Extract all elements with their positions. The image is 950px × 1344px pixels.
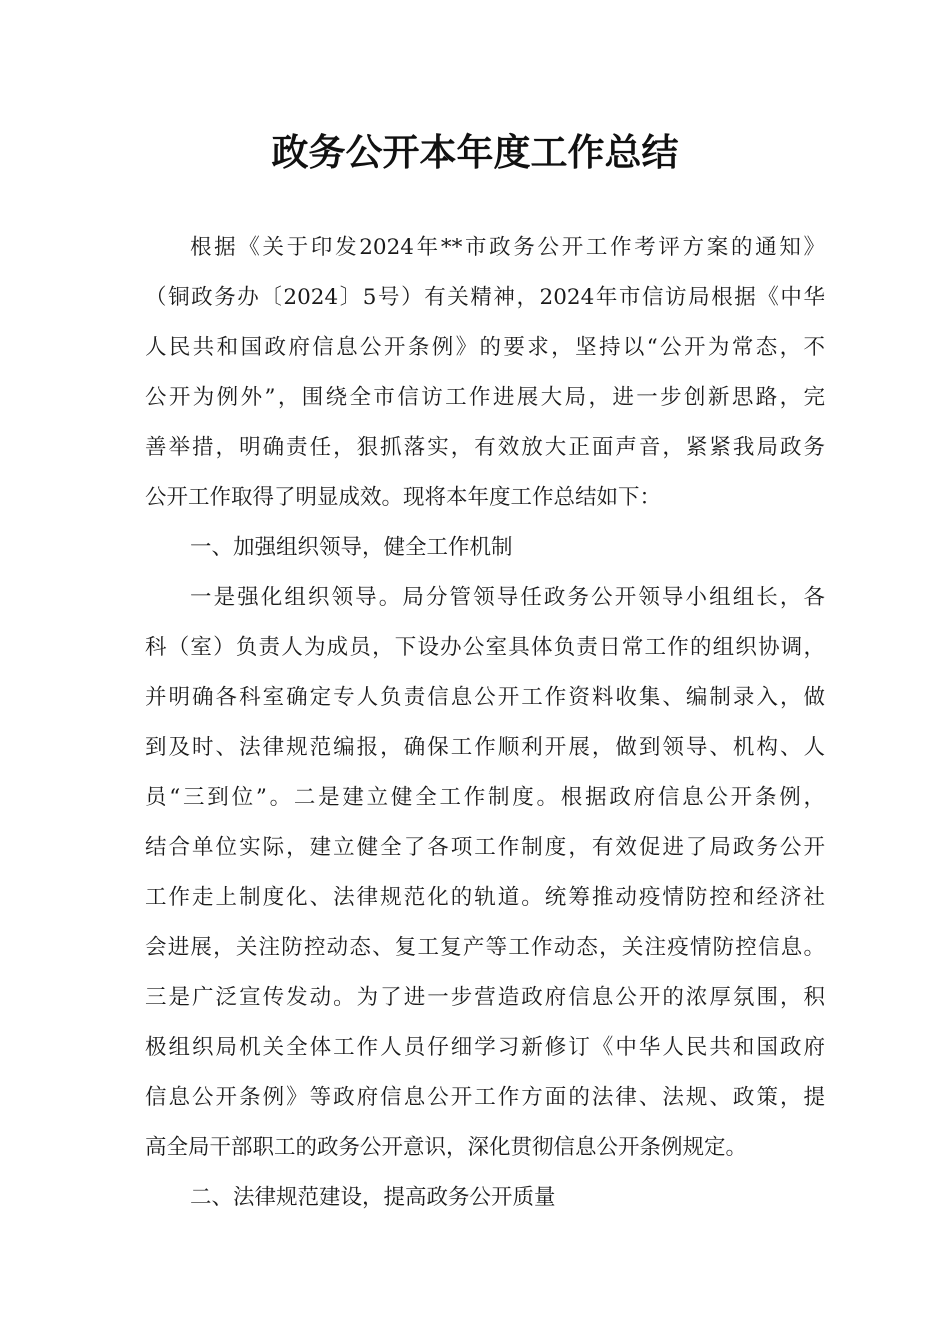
paragraph-line: 根据《关于印发2024年**市政务公开工作考评方案的通知》 — [190, 235, 825, 260]
paragraph-line: 员“三到位”。二是建立健全工作制度。根据政府信息公开条例， — [145, 785, 825, 810]
paragraph-line: 并明确各科室确定专人负责信息公开工作资料收集、编制录入，做 — [145, 685, 825, 710]
paragraph-line: （铜政务办〔2024〕5号）有关精神，2024年市信访局根据《中华 — [145, 285, 825, 310]
paragraph-line: 工作走上制度化、法律规范化的轨道。统筹推动疫情防控和经济社 — [145, 885, 825, 910]
paragraph-line: 善举措，明确责任，狠抓落实，有效放大正面声音，紧紧我局政务 — [145, 435, 825, 460]
paragraph-line: 高全局干部职工的政务公开意识，深化贯彻信息公开条例规定。 — [145, 1135, 748, 1160]
paragraph-line: 会进展，关注防控动态、复工复产等工作动态，关注疫情防控信息。 — [145, 935, 825, 960]
paragraph-line: 信息公开条例》等政府信息公开工作方面的法律、法规、政策，提 — [145, 1085, 825, 1110]
paragraph-line: 一是强化组织领导。局分管领导任政务公开领导小组组长，各 — [190, 585, 825, 610]
paragraph-line: 结合单位实际，建立健全了各项工作制度，有效促进了局政务公开 — [145, 835, 825, 860]
document-title: 政务公开本年度工作总结 — [271, 131, 679, 174]
paragraph-line: 公开工作取得了明显成效。现将本年度工作总结如下： — [145, 485, 662, 510]
section-heading: 一、加强组织领导，健全工作机制 — [190, 535, 513, 560]
paragraph-line: 三是广泛宣传发动。为了进一步营造政府信息公开的浓厚氛围，积 — [145, 985, 825, 1010]
paragraph-line: 到及时、法律规范编报，确保工作顺利开展，做到领导、机构、人 — [145, 735, 825, 760]
section-heading: 二、法律规范建设，提高政务公开质量 — [190, 1185, 556, 1210]
paragraph-line: 科（室）负责人为成员，下设办公室具体负责日常工作的组织协调， — [145, 635, 825, 660]
paragraph-line: 公开为例外”，围绕全市信访工作进展大局，进一步创新思路，完 — [145, 385, 825, 410]
paragraph-line: 极组织局机关全体工作人员仔细学习新修订《中华人民共和国政府 — [145, 1035, 825, 1060]
paragraph-line: 人民共和国政府信息公开条例》的要求，坚持以“公开为常态，不 — [145, 335, 825, 360]
